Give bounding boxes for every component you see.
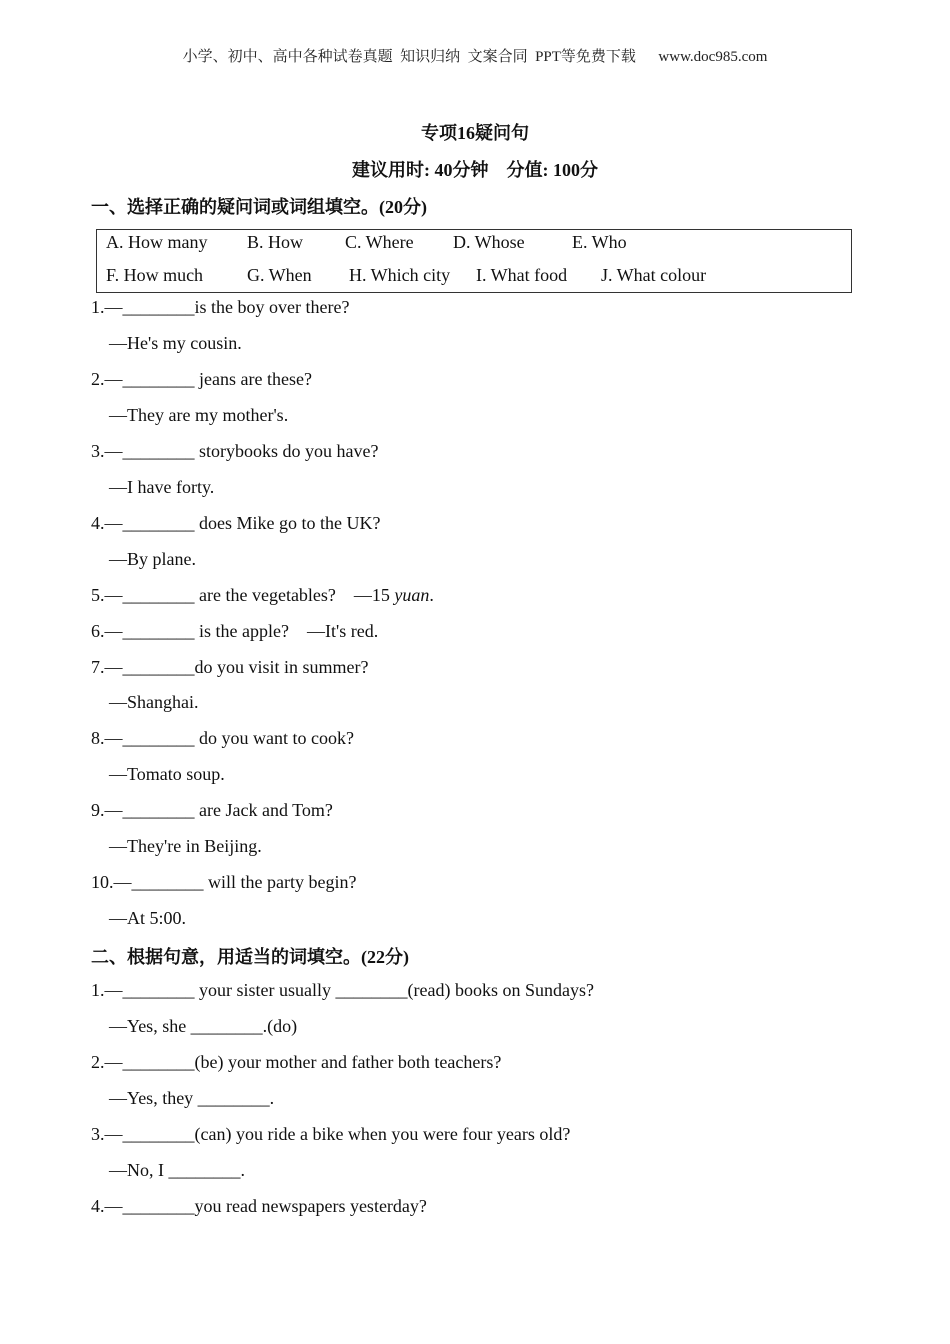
option-f: F. How much [106, 265, 204, 285]
s1-question-9: 9.—________ are Jack and Tom? [91, 800, 333, 820]
s1-question-6: 6.—________ is the apple? —It's red. [91, 621, 379, 641]
option-e: E. Who [572, 232, 627, 252]
option-g: G. When [247, 265, 312, 285]
s2-question-4: 4.—________you read newspapers yesterday? [91, 1196, 427, 1216]
s1-question-3: 3.—________ storybooks do you have? [91, 441, 379, 461]
s2-answer-3: —No, I ________. [109, 1160, 245, 1180]
page-title: 专项16疑问句 [421, 123, 529, 143]
s1-answer-10: —At 5:00. [109, 908, 187, 928]
s2-question-2: 2.—________(be) your mother and father both teachers? [91, 1052, 502, 1072]
s1-question-5-italic: yuan [394, 585, 430, 605]
s1-answer-2: —They are my mother's. [109, 405, 289, 425]
s1-answer-4: —By plane. [109, 549, 196, 569]
s2-question-3: 3.—________(can) you ride a bike when you were four years old? [91, 1124, 571, 1144]
s1-answer-3: —I have forty. [109, 477, 215, 497]
option-a: A. How many [106, 232, 208, 252]
section2-heading: 二、根据句意，用适当的词填空。(22分) [91, 947, 409, 967]
s1-question-8: 8.—________ do you want to cook? [91, 728, 354, 748]
option-i: I. What food [476, 265, 568, 285]
s1-question-7: 7.—________do you visit in summer? [91, 657, 369, 677]
options-box [96, 229, 852, 293]
s1-answer-9: —They're in Beijing. [109, 836, 262, 856]
option-j: J. What colour [601, 265, 707, 285]
s1-question-5-text: 5.—________ are the vegetables? —15 [91, 585, 395, 605]
s1-question-1: 1.—________is the boy over there? [91, 297, 350, 317]
option-d: D. Whose [453, 232, 525, 252]
s2-question-1: 1.—________ your sister usually ________(read) books on Sundays? [91, 980, 594, 1000]
s1-answer-8: —Tomato soup. [109, 764, 225, 784]
page-subtitle: 建议用时: 40分钟 分值: 100分 [352, 160, 598, 180]
option-h: H. Which city [349, 265, 451, 285]
s1-question-10: 10.—________ will the party begin? [91, 872, 357, 892]
page-header: 小学、初中、高中各种试卷真题 知识归纳 文案合同 PPT等免费下载 www.doc985.com [182, 49, 768, 65]
section1-heading: 一、选择正确的疑问词或词组填空。(20分) [91, 197, 427, 217]
s1-question-5-end: . [429, 585, 434, 605]
s1-question-4: 4.—________ does Mike go to the UK? [91, 513, 381, 533]
option-c: C. Where [345, 232, 414, 252]
option-b: B. How [247, 232, 304, 252]
s2-answer-1: —Yes, she ________.(do) [109, 1016, 298, 1036]
s1-question-5 [91, 585, 434, 606]
s2-answer-2: —Yes, they ________. [109, 1088, 275, 1108]
s1-answer-1: —He's my cousin. [109, 333, 242, 353]
s1-question-2: 2.—________ jeans are these? [91, 369, 312, 389]
s1-answer-7: —Shanghai. [109, 692, 199, 712]
